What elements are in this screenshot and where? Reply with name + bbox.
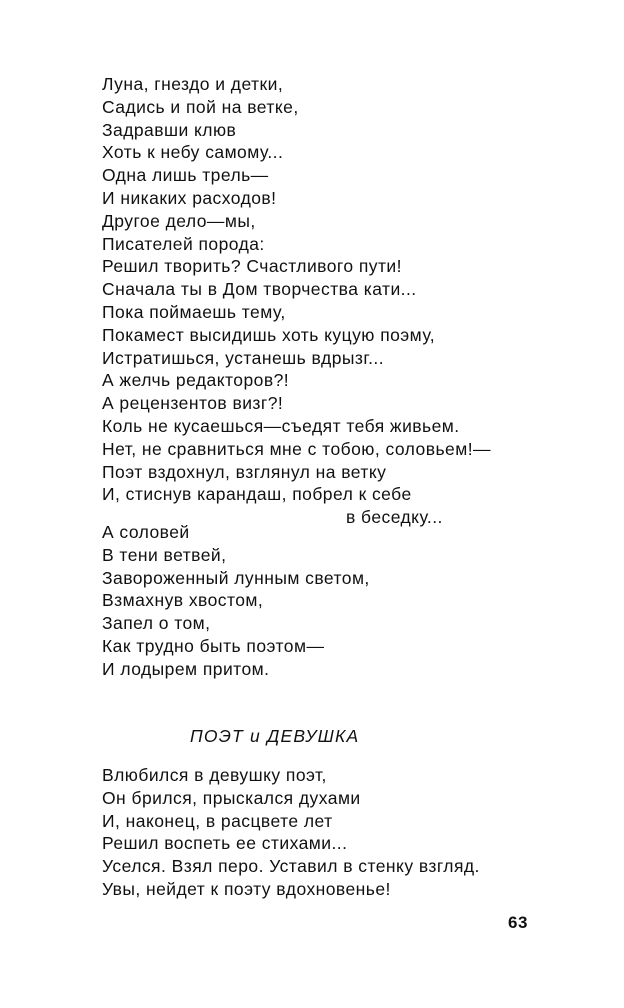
verse-line: Запел о том, [102, 613, 211, 634]
verse-line: Коль не кусаешься—съедят тебя живьем. [102, 415, 460, 436]
verse-line: Как трудно быть поэтом— [102, 635, 325, 656]
verse-line: А желчь редакторов?! [102, 370, 290, 391]
verse-line: Решил воспеть ее стихами... [102, 833, 348, 854]
verse-line: А рецензентов визг?! [102, 393, 284, 414]
verse-line: И лодырем притом. [102, 658, 270, 679]
verse-line: Поэт вздохнул, взглянул на ветку [102, 461, 387, 482]
verse-line: Истратишься, устанешь вдрызг... [102, 347, 385, 368]
verse-line: Другое дело—мы, [102, 210, 256, 231]
verse-line: Взмахнув хвостом, [102, 590, 264, 611]
verse-line: Решил творить? Счастливого пути! [102, 256, 402, 277]
poem-title: ПОЭТ и ДЕВУШКА [190, 726, 360, 746]
verse-line: Увы, нейдет к поэту вдохновенье! [102, 878, 391, 899]
verse-line: А соловей [102, 522, 190, 542]
verse-line: Задравши клюв [102, 119, 237, 140]
verse-line: Хоть к небу самому... [102, 142, 284, 163]
verse-line: В тени ветвей, [102, 544, 227, 565]
verse-line: Писателей порода: [102, 233, 265, 254]
verse-line: И, стиснув карандаш, побрел к себе [102, 484, 412, 505]
verse-line: Он брился, прыскался духами [102, 787, 361, 808]
verse-line: Сначала ты в Дом творчества кати... [102, 279, 417, 300]
verse-line: Одна лишь трель— [102, 165, 269, 186]
poem-1-stanza-2 [102, 521, 562, 681]
poem-1-stanza-1 [102, 73, 562, 529]
verse-line: Садись и пой на ветке, [102, 96, 299, 117]
verse-line: И никаких расходов! [102, 187, 277, 208]
verse-line: Завороженный лунным светом, [102, 567, 370, 588]
page-number: 63 [508, 913, 528, 932]
verse-line: Влюбился в девушку поэт, [102, 765, 327, 785]
poem-2-stanza-1 [102, 764, 562, 901]
verse-line: Луна, гнездо и детки, [102, 74, 284, 94]
verse-line: Уселся. Взял перо. Уставил в стенку взгляд. [102, 856, 480, 877]
verse-line: И, наконец, в расцвете лет [102, 810, 333, 831]
verse-line-continuation: в беседку... [346, 507, 443, 528]
verse-line: Покамест высидишь хоть куцую поэму, [102, 324, 436, 345]
verse-line: Нет, не сравниться мне с тобою, соловьем!— [102, 438, 491, 459]
verse-line: Пока поймаешь тему, [102, 301, 286, 322]
